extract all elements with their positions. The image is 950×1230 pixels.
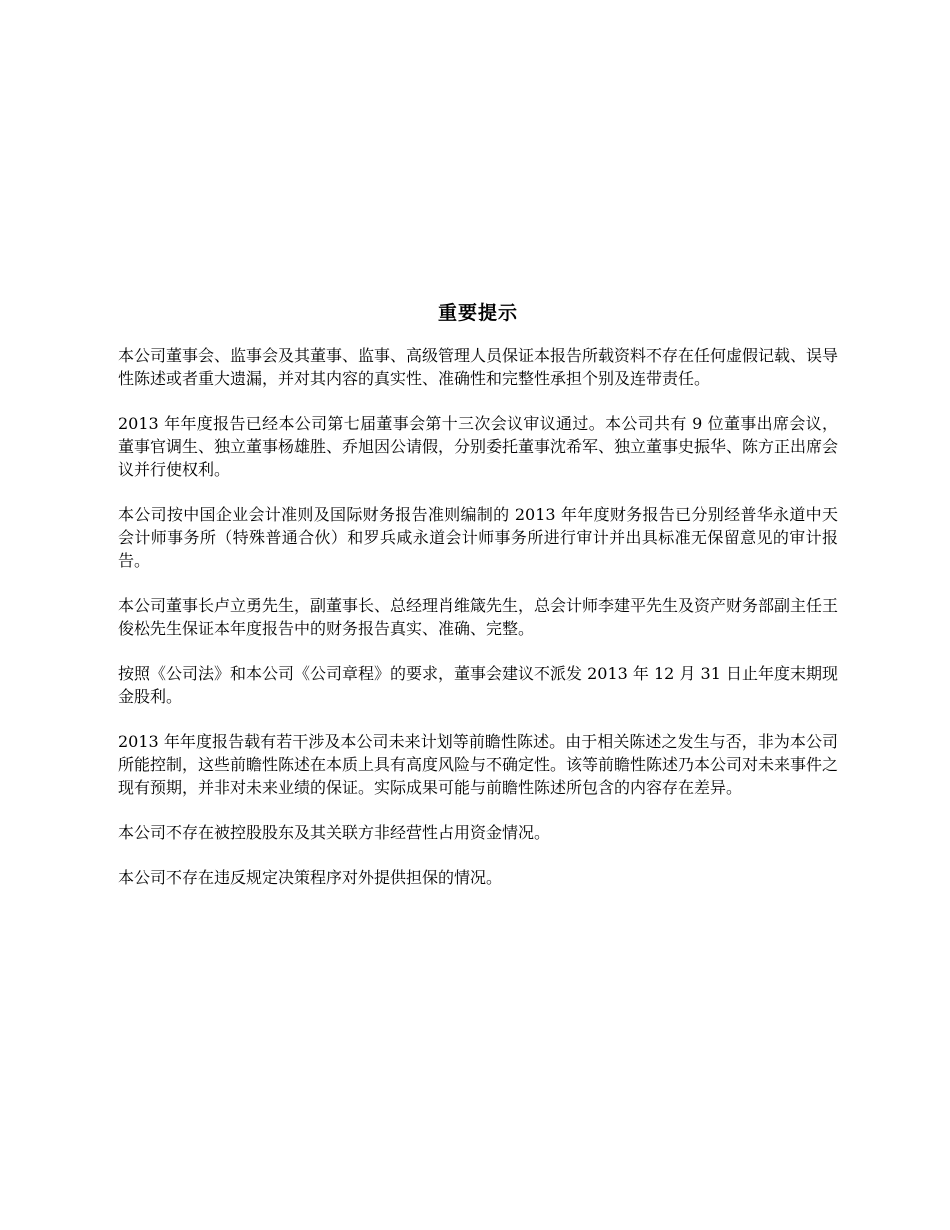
page-title: 重要提示	[437, 302, 518, 324]
paragraph-audit-report: 本公司按中国企业会计准则及国际财务报告准则编制的 2013 年年度财务报告已分别经普华永道中天会计师事务所（特殊普通合伙）和罗兵咸永道会计师事务所进行审计并出具标准无保留意见的审计报告。	[118, 505, 838, 570]
paragraph-forward-looking-statements: 2013 年年度报告载有若干涉及本公司未来计划等前瞻性陈述。由于相关陈述之发生与否，非为本公司所能控制，这些前瞻性陈述在本质上具有高度风险与不确定性。该等前瞻性陈述乃本公司对未来事件之现有预期，并非对未来业绩的保证。实际成果可能与前瞻性陈述所包含的内容存在差异。	[118, 732, 839, 797]
paragraph-dividend-proposal: 按照《公司法》和本公司《公司章程》的要求，董事会建议不派发 2013 年 12 月 31 日止年度末期现金股利。	[118, 664, 838, 706]
paragraph-management-assurance: 本公司董事长卢立勇先生，副董事长、总经理肖维箴先生，总会计师李建平先生及资产财务部副主任王俊松先生保证本年度报告中的财务报告真实、准确、完整。	[118, 596, 839, 638]
paragraph-no-fund-occupation: 本公司不存在被控股股东及其关联方非经营性占用资金情况。	[118, 823, 551, 842]
paragraph-responsibility-statement: 本公司董事会、监事会及其董事、监事、高级管理人员保证本报告所载资料不存在任何虚假记载、误导性陈述或者重大遗漏，并对其内容的真实性、准确性和完整性承担个别及连带责任。	[118, 346, 839, 388]
important-notice-section	[118, 300, 838, 911]
paragraph-no-guarantees: 本公司不存在违反规定决策程序对外提供担保的情况。	[118, 868, 503, 887]
paragraph-board-approval: 2013 年年度报告已经本公司第七届董事会第十三次会议审议通过。本公司共有 9 位董事出席会议，董事官调生、独立董事杨雄胜、乔旭因公请假，分别委托董事沈希军、独立董事史振华、陈方正出席会议并行使权利。	[118, 414, 839, 479]
